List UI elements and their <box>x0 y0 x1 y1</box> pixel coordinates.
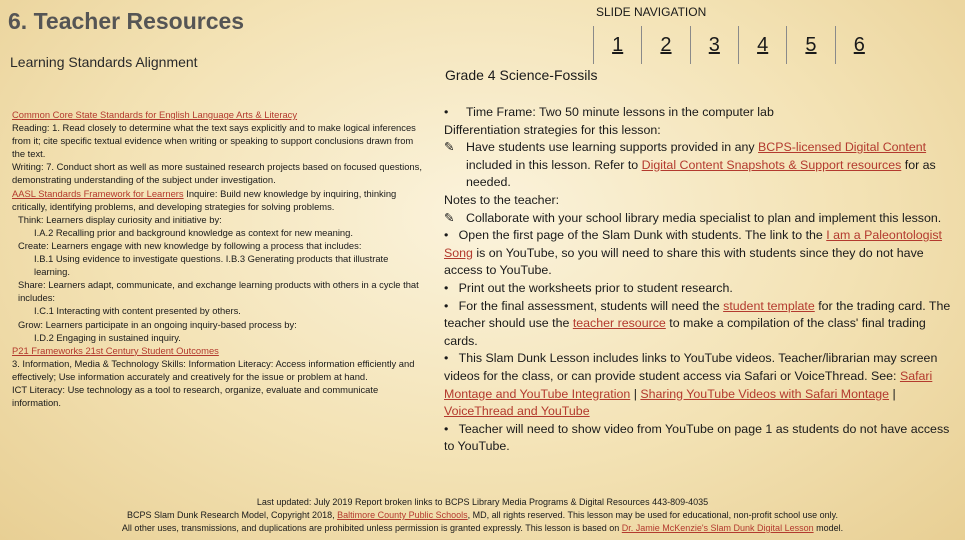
bullet-icon: • <box>444 105 449 119</box>
create-standard: I.B.1 Using evidence to investigate questions. I.B.3 Generating products that illustrate learning. <box>34 253 389 278</box>
link-separator: | <box>630 386 641 401</box>
bcps-digital-content-link[interactable]: BCPS-licensed Digital Content <box>758 140 927 155</box>
mckenzie-lesson-link[interactable]: Dr. Jamie McKenzie's Slam Dunk Digital Lesson <box>621 523 814 533</box>
show-video-note: Teacher will need to show video from YouTube on page 1 as students do not have access to YouTube. <box>444 421 950 454</box>
slide-nav-5[interactable]: 5 <box>787 26 835 64</box>
digital-content-snapshots-link[interactable]: Digital Content Snapshots & Support resources <box>641 157 902 172</box>
page-subtitle: Learning Standards Alignment <box>10 54 198 70</box>
p21-link[interactable]: P21 Frameworks 21st Century Student Outcomes <box>12 344 219 356</box>
voicethread-youtube-link[interactable]: VoiceThread and YouTube <box>444 404 590 419</box>
ccss-link[interactable]: Common Core State Standards for English Language Arts & Literacy <box>12 109 298 120</box>
footer-copyright: BCPS Slam Dunk Research Model, Copyright 2018, <box>126 510 338 520</box>
grow-label: Grow: Learners participate in an ongoing inquiry-based process by: <box>18 318 297 330</box>
footer-copyright-2: , MD, all rights reserved. This lesson may be used for educational, non-profit school use only. <box>467 510 839 520</box>
standards-column <box>12 108 424 409</box>
footer <box>0 496 965 535</box>
bullet-icon: • <box>444 298 449 313</box>
paleontologist-song-link[interactable]: I am a Paleontologist Song <box>444 228 942 260</box>
think-label: Think: Learners display curiosity and initiative by: <box>18 213 222 225</box>
sharing-youtube-safari-link[interactable]: Sharing YouTube Videos with Safari Montage <box>640 386 890 401</box>
time-frame: Time Frame: Two 50 minute lessons in the computer lab <box>466 105 774 119</box>
final-note-3: to make a compilation of the class' final trading cards. <box>444 316 926 348</box>
open-note: Open the first page of the Slam Dunk with students. The link to the <box>458 228 827 243</box>
footer-updated: Last updated: July 2019 Report broken links to BCPS Library Media Programs & Digital Resources 443-809-4035 <box>256 497 709 507</box>
final-note: For the final assessment, students will need the <box>458 298 724 313</box>
footer-permissions-2: model. <box>813 523 844 533</box>
aasl-link[interactable]: AASL Standards Framework for Learners <box>12 187 184 199</box>
slide-nav-6[interactable]: 6 <box>853 33 865 56</box>
share-label: Share: Learners adapt, communicate, and exchange learning products with others in a cycle that includes: <box>18 279 419 304</box>
print-note: Print out the worksheets prior to student research. <box>458 280 733 295</box>
student-template-link[interactable]: student template <box>723 298 815 313</box>
bullet-icon: • <box>444 228 449 243</box>
teacher-resource-link[interactable]: teacher resource <box>572 316 666 331</box>
slide-nav-2[interactable]: 2 <box>642 26 690 64</box>
ict-literacy: ICT Literacy: Use technology as a tool to research, organize, evaluate and communicate information. <box>12 383 379 409</box>
footer-permissions: All other uses, transmissions, and duplications are prohibited unless permission is granted expressly. This lesson is based on <box>121 523 622 533</box>
bullet-icon: • <box>444 280 449 295</box>
slide-nav-3[interactable]: 3 <box>691 26 739 64</box>
bullet-icon: • <box>444 351 449 366</box>
differentiation-heading: Differentiation strategies for this lesson: <box>444 122 661 137</box>
notes-heading: Notes to the teacher: <box>444 192 560 207</box>
final-note-2: for the trading card. The teacher should use the <box>444 298 951 331</box>
information-literacy: 3. Information, Media & Technology Skills: Information Literacy: Access information efficiently and effectively; Use information accurately and creatively for the issue or problem at hand. <box>12 357 415 382</box>
slide-navigation <box>593 26 883 64</box>
aasl-text: Inquire: Build new knowledge by inquiring, thinking critically, identifying problems, and developing strategies for solving problems. <box>12 187 397 212</box>
link-separator: | <box>889 386 896 401</box>
pencil-icon: ✎ <box>444 210 455 225</box>
bullet-icon: • <box>444 421 449 436</box>
think-standard: I.A.2 Recalling prior and background knowledge as context for new meaning. <box>34 226 353 238</box>
reading-standard: Reading: 1. Read closely to determine what the text says explicitly and to make logical inferences from it; cite specific textual evidence when writing or speaking to support conclusions drawn from the text. <box>12 122 416 160</box>
bcps-link[interactable]: Baltimore County Public Schools <box>337 510 468 520</box>
differentiation-text-2: included in this lesson. Refer to <box>466 157 642 172</box>
teacher-notes-column <box>444 104 956 456</box>
slide-navigation-label: SLIDE NAVIGATION <box>596 5 707 19</box>
youtube-note: This Slam Dunk Lesson includes links to YouTube videos. Teacher/librarian may screen videos for the class, or can provide student access via Safari or VoiceThread. See: <box>444 351 938 383</box>
slide-nav-4[interactable]: 4 <box>739 26 787 64</box>
differentiation-text: Have students use learning supports provided in any <box>466 140 759 155</box>
slide-nav-1[interactable]: 1 <box>593 26 642 64</box>
create-label: Create: Learners engage with new knowledge by following a process that includes: <box>18 239 362 251</box>
open-note-2: is on YouTube, so you will need to share this with students since they do not have access to YouTube. <box>444 245 924 278</box>
page-title: 6. Teacher Resources <box>8 8 245 34</box>
differentiation-text-3: for as needed. <box>466 157 936 190</box>
pencil-icon: ✎ <box>444 140 455 155</box>
grow-standard: I.D.2 Engaging in sustained inquiry. <box>34 331 181 343</box>
share-standard: I.C.1 Interacting with content presented by others. <box>34 305 241 317</box>
safari-montage-youtube-link[interactable]: Safari Montage and YouTube Integration <box>444 368 933 401</box>
writing-standard: Writing: 7. Conduct short as well as more sustained research projects based on focused questions, demonstrating understanding of the subject under investigation. <box>12 161 422 186</box>
grade-topic: Grade 4 Science-Fossils <box>445 67 598 83</box>
collaborate-note: Collaborate with your school library media specialist to plan and implement this lesson. <box>466 210 942 225</box>
